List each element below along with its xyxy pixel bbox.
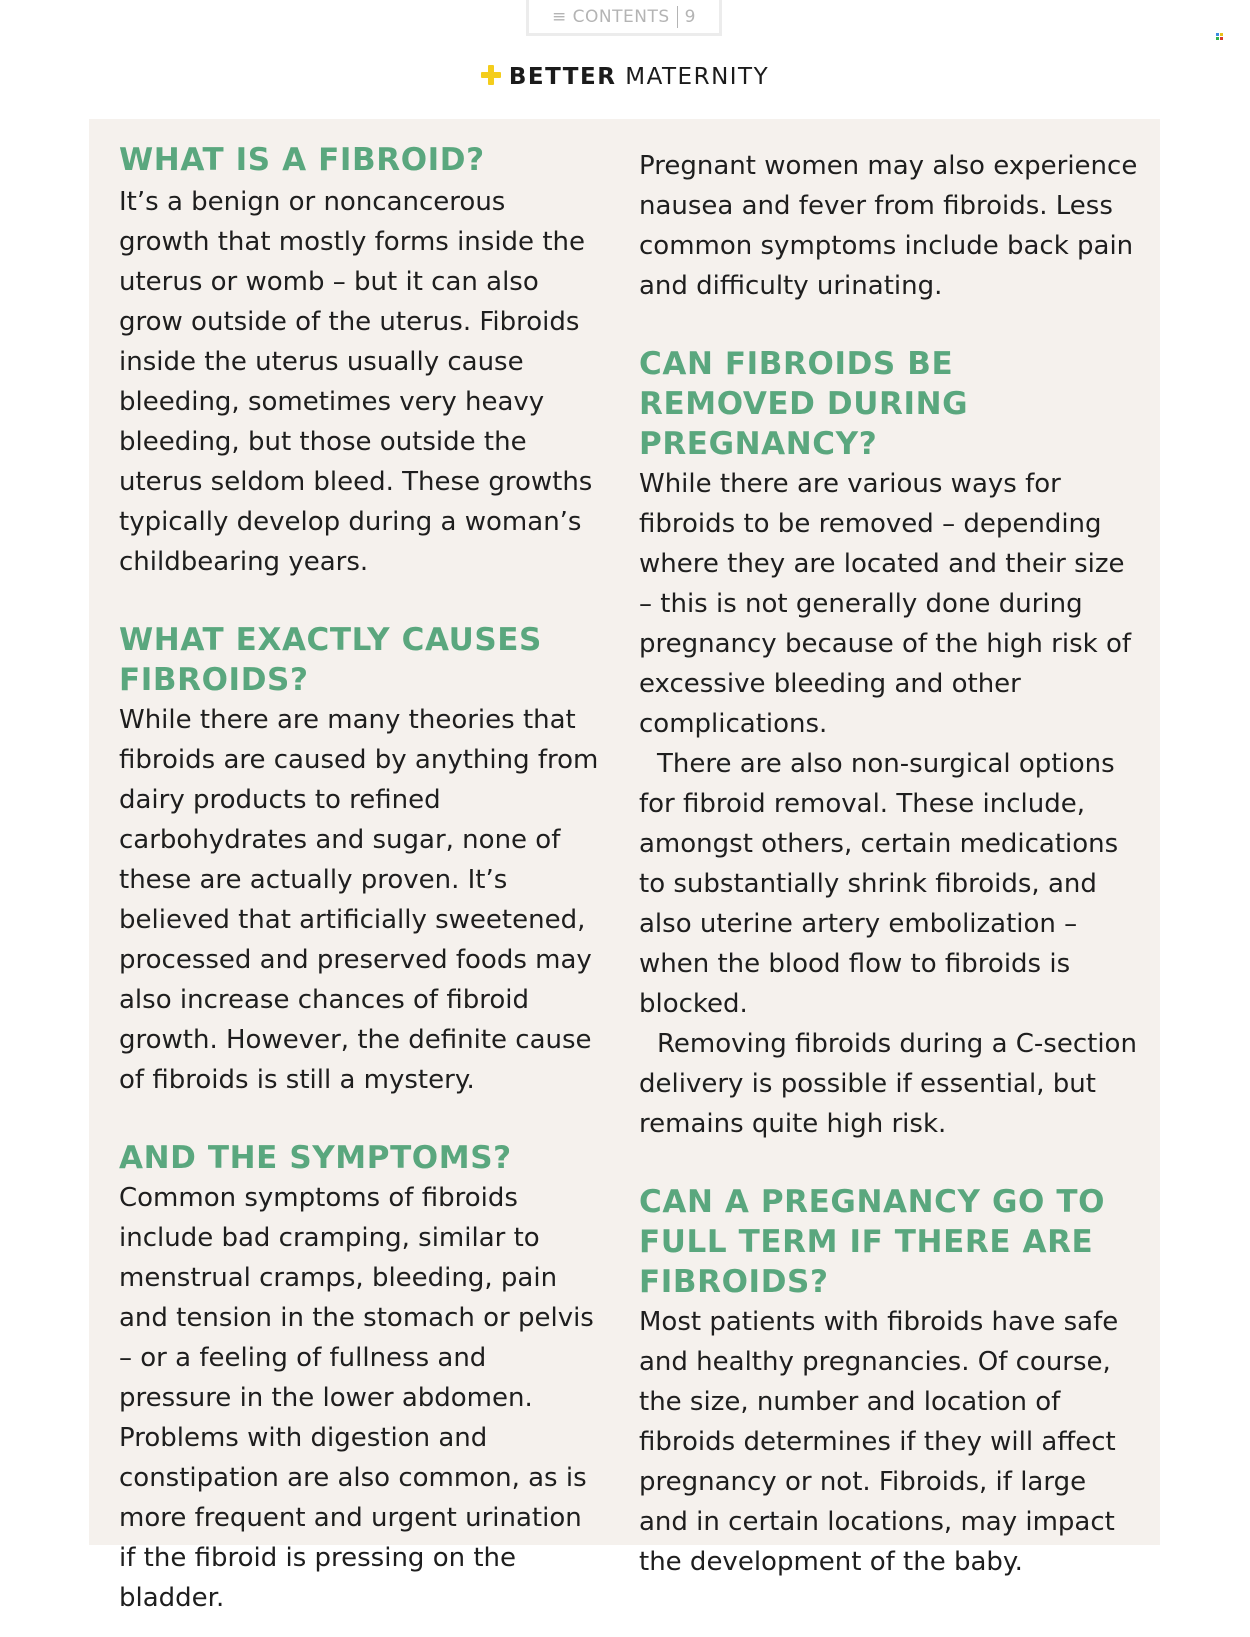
section-body: Most patients with fibroids have safe and healthy pregnancies. Of course, the size, number and location of fibroids determines if they will affect pregnancy or not. Fibroids, if large and in certain locations, may impact the development of the baby. xyxy=(639,1307,1119,1577)
corner-mark-icon xyxy=(1216,33,1223,40)
page-number: 9 xyxy=(684,6,696,27)
contents-button[interactable] xyxy=(526,0,722,36)
right-column xyxy=(639,146,1139,1582)
section-body: While there are many theories that fibroids are caused by anything from dairy products to refined carbohydrates and sugar, none of these are actually proven. It’s believed that artificially sweetened, processed and preserved foods may also increase chances of fibroid growth. However, the definite cause of fibroids is still a mystery. xyxy=(119,705,599,1095)
left-column xyxy=(119,140,604,1618)
brand-bold: BETTER xyxy=(508,64,617,90)
section-body: It’s a benign or noncancerous growth that mostly forms inside the uterus or womb – but it can also grow outside of the uterus. Fibroids inside the uterus usually cause bleeding, sometimes very heavy bleeding, but those outside the uterus seldom bleed. These growths typically develop during a woman’s childbearing years. xyxy=(119,187,593,577)
section-body-continued: Pregnant women may also experience nausea and fever from fibroids. Less common symptoms include back pain and difficulty urinating. xyxy=(639,151,1138,301)
plus-cross-icon xyxy=(481,65,501,85)
section-body: Common symptoms of fibroids include bad cramping, similar to menstrual cramps, bleeding, pain and tension in the stomach or pelvis – or a feeling of fullness and pressure in the lower abdomen. Problems with digestion and constipation are also common, as is more frequent and urgent urination if the fibroid is pressing on the bladder. xyxy=(119,1183,594,1613)
section-heading: WHAT IS A FIBROID? xyxy=(119,142,485,178)
section-heading: AND THE SYMPTOMS? xyxy=(119,1140,512,1176)
section-paragraph: While there are various ways for fibroids to be removed – depending where they are located and their size – this is not generally done during pregnancy because of the high risk of excessive bleeding and other complications. xyxy=(639,469,1132,739)
brand-light: MATERNITY xyxy=(625,64,770,90)
divider xyxy=(677,6,678,28)
section-paragraph: Removing fibroids during a C-section delivery is possible if essential, but remains quite high risk. xyxy=(639,1029,1137,1139)
section-heading: CAN A PREGNANCY GO TO FULL TERM IF THERE ARE FIBROIDS? xyxy=(639,1184,1106,1300)
contents-label: ≡ CONTENTS xyxy=(552,6,670,27)
section-heading: WHAT EXACTLY CAUSES FIBROIDS? xyxy=(119,622,542,698)
brand-header xyxy=(0,64,1250,90)
section-heading: CAN FIBROIDS BE REMOVED DURING PREGNANCY? xyxy=(639,346,969,462)
section-paragraph: There are also non-surgical options for fibroid removal. These include, amongst others, certain medications to substantially shrink fibroids, and also uterine artery embolization – when the blood flow to fibroids is blocked. xyxy=(639,749,1119,1019)
